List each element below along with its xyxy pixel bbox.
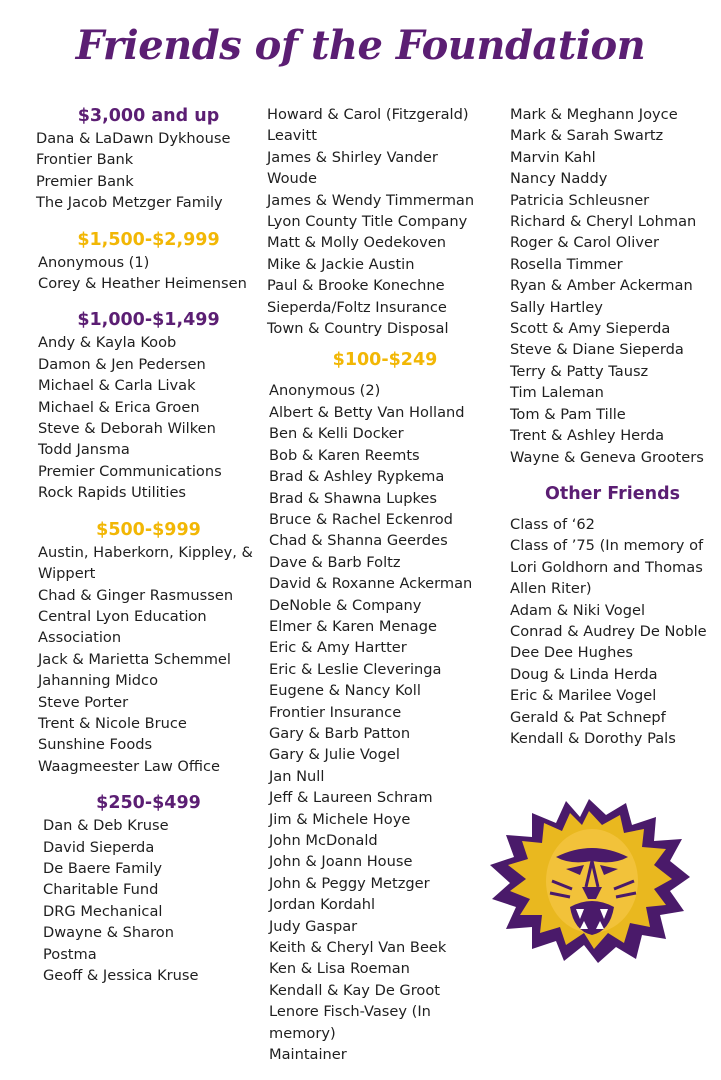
donor-name: Anonymous (1) bbox=[38, 253, 150, 271]
tier-heading-250: $250-$499 bbox=[96, 793, 201, 814]
donor-name: Geoff & Jessica Kruse bbox=[43, 967, 199, 984]
tier-heading-1500: $1,500-$2,999 bbox=[77, 229, 220, 250]
donor-name: Damon & Jen Pedersen bbox=[38, 355, 206, 373]
donor-name: David & Roxanne Ackerman bbox=[269, 575, 473, 593]
donor-name: Anonymous (2) bbox=[269, 382, 381, 400]
donor-name: Class of ‘62 bbox=[510, 515, 595, 533]
tier-heading-500: $500-$999 bbox=[96, 519, 201, 540]
donor-name: Tim Laleman bbox=[510, 384, 604, 402]
donor-name: Todd Jansma bbox=[38, 441, 130, 459]
page-title: Friends of the Foundation bbox=[75, 22, 646, 69]
donor-name: Corey & Heather Heimensen bbox=[38, 275, 247, 293]
donor-name: Maintainer bbox=[269, 1046, 347, 1064]
donor-name: James & Wendy Timmerman bbox=[267, 191, 475, 209]
donor-name: Mike & Jackie Austin bbox=[267, 255, 415, 273]
donor-name: Premier Communications bbox=[38, 462, 222, 480]
donor-name: Howard & Carol (Fitzgerald) Leavitt bbox=[267, 106, 469, 145]
donor-name: Mark & Sarah Swartz bbox=[510, 127, 664, 145]
donor-name: John McDonald bbox=[269, 832, 378, 849]
column-1 bbox=[36, 104, 261, 986]
donor-name: Eric & Amy Hartter bbox=[269, 639, 407, 657]
donor-name: Dwayne & Sharon Postma bbox=[43, 924, 174, 963]
donor-name: Tom & Pam Tille bbox=[510, 405, 626, 423]
donor-name: Ken & Lisa Roeman bbox=[269, 960, 410, 978]
donor-name: Trent & Ashley Herda bbox=[510, 427, 665, 445]
donor-name: Chad & Ginger Rasmussen bbox=[38, 586, 234, 604]
donor-name: Chad & Shanna Geerdes bbox=[269, 532, 448, 550]
donor-name: Sunshine Foods bbox=[38, 736, 153, 754]
donor-list-1500 bbox=[36, 252, 261, 295]
donor-name: John & Peggy Metzger bbox=[269, 874, 430, 892]
donor-name: Dana & LaDawn Dykhouse bbox=[36, 130, 231, 147]
donor-name: Dan & Deb Kruse bbox=[43, 817, 169, 835]
donor-name: Eric & Leslie Cleveringa bbox=[269, 660, 442, 678]
donor-name: Central Lyon Education Association bbox=[38, 607, 207, 647]
donor-name: Town & Country Disposal bbox=[267, 320, 449, 338]
donor-name: Patricia Schleusner bbox=[510, 191, 650, 209]
donor-name: Adam & Niki Vogel bbox=[510, 601, 645, 619]
donor-name: Bob & Karen Reemts bbox=[269, 446, 420, 464]
donor-name: John & Joann House bbox=[269, 853, 413, 871]
donor-name: Jordan Kordahl bbox=[269, 896, 376, 914]
donor-name: Premier Bank bbox=[36, 172, 134, 190]
donor-name: Paul & Brooke Konechne bbox=[267, 277, 445, 295]
donor-name: Scott & Amy Sieperda bbox=[510, 320, 671, 338]
donor-name: Austin, Haberkorn, Kippley, & Wippert bbox=[38, 543, 253, 583]
donor-name: Waagmeester Law Office bbox=[38, 757, 221, 775]
donor-list-250 bbox=[36, 815, 213, 986]
donor-name: Steve & Diane Sieperda bbox=[510, 341, 684, 359]
donor-name: Wayne & Geneva Grooters bbox=[510, 448, 704, 466]
tier-heading-other: Other Friends bbox=[544, 483, 681, 504]
donor-name: Ryan & Amber Ackerman bbox=[510, 277, 693, 295]
donor-name: Dee Dee Hughes bbox=[510, 644, 633, 662]
donor-name: DeNoble & Company bbox=[269, 596, 422, 614]
donor-name: Steve & Deborah Wilken bbox=[38, 420, 216, 438]
donor-name: Gerald & Pat Schnepf bbox=[510, 708, 666, 726]
donor-name: Trent & Nicole Bruce bbox=[38, 714, 187, 732]
donor-name: Sieperda/Foltz Insurance bbox=[267, 298, 447, 316]
donor-name: Elmer & Karen Menage bbox=[269, 617, 437, 635]
donor-name: Frontier Insurance bbox=[269, 703, 402, 721]
donor-name: Albert & Betty Van Holland bbox=[269, 403, 465, 421]
donor-name: Dave & Barb Foltz bbox=[269, 553, 401, 571]
donor-name: Eugene & Nancy Koll bbox=[269, 682, 421, 700]
donor-name: Marvin Kahl bbox=[510, 148, 596, 166]
donor-list-1000 bbox=[36, 332, 261, 503]
donor-name: Michael & Carla Livak bbox=[38, 377, 196, 395]
donor-name: Terry & Patty Tausz bbox=[510, 362, 649, 380]
donor-name: Eric & Marilee Vogel bbox=[510, 687, 657, 705]
donor-name: Jim & Michele Hoye bbox=[269, 810, 411, 828]
donor-name: Rosella Timmer bbox=[510, 255, 623, 273]
donor-name: Brad & Shawna Lupkes bbox=[269, 489, 437, 507]
donor-name: Matt & Molly Oedekoven bbox=[267, 234, 446, 252]
donor-name: Gary & Julie Vogel bbox=[269, 746, 400, 764]
donor-name: Bruce & Rachel Eckenrod bbox=[269, 510, 453, 528]
donor-name: Mark & Meghann Joyce bbox=[510, 106, 678, 123]
column-3 bbox=[510, 104, 715, 749]
donor-name: Lenore Fisch-Vasey (In memory) bbox=[269, 1003, 431, 1042]
donor-name: The Jacob Metzger Family bbox=[36, 194, 223, 212]
donor-name: DRG Mechanical bbox=[43, 902, 163, 920]
donor-name: Jeff & Laureen Schram bbox=[269, 789, 433, 807]
donor-list-100-continued bbox=[510, 104, 715, 468]
donor-name: Jahanning Midco bbox=[38, 672, 159, 690]
donor-name: Frontier Bank bbox=[36, 151, 134, 169]
donor-name: Kendall & Dorothy Pals bbox=[510, 729, 676, 747]
donor-name: Judy Gaspar bbox=[269, 917, 358, 935]
donor-name: Brad & Ashley Rypkema bbox=[269, 468, 445, 486]
tier-heading-100: $100-$249 bbox=[332, 350, 438, 371]
donor-name: Ben & Kelli Docker bbox=[269, 425, 404, 443]
donor-name: Jack & Marietta Schemmel bbox=[38, 650, 231, 668]
donor-name: Gary & Barb Patton bbox=[269, 724, 411, 742]
donor-list-3000 bbox=[36, 128, 261, 214]
tier-heading-1000: $1,000-$1,499 bbox=[77, 310, 220, 331]
donor-name: Class of ’75 (In memory of Lori Goldhorn and Thomas Allen Riter) bbox=[510, 537, 704, 598]
donor-list-100 bbox=[267, 380, 487, 1065]
donor-name: Jan Null bbox=[269, 767, 325, 785]
donor-name: Doug & Linda Herda bbox=[510, 665, 658, 683]
donor-list-250-continued bbox=[267, 104, 492, 339]
donor-list-500 bbox=[36, 542, 261, 777]
donor-name: Steve Porter bbox=[38, 693, 129, 711]
donor-name: Rock Rapids Utilities bbox=[38, 484, 187, 502]
donor-name: De Baere Family Charitable Fund bbox=[43, 859, 163, 899]
donor-name: David Sieperda bbox=[43, 838, 155, 856]
donor-list-other bbox=[510, 514, 715, 749]
donor-name: Michael & Erica Groen bbox=[38, 398, 200, 416]
donor-name: Sally Hartley bbox=[510, 298, 603, 316]
donor-name: Roger & Carol Oliver bbox=[510, 234, 659, 252]
column-2 bbox=[267, 104, 503, 1065]
donor-name: Nancy Naddy bbox=[510, 170, 608, 188]
donor-name: Lyon County Title Company bbox=[267, 213, 468, 231]
donor-name: James & Shirley Vander Woude bbox=[267, 148, 438, 188]
donor-name: Andy & Kayla Koob bbox=[38, 334, 177, 352]
lion-head-icon bbox=[486, 795, 692, 965]
donor-name: Conrad & Audrey De Noble bbox=[510, 622, 707, 640]
tier-heading-3000: $3,000 and up bbox=[77, 106, 220, 126]
donor-name: Keith & Cheryl Van Beek bbox=[269, 939, 447, 957]
donor-name: Richard & Cheryl Lohman bbox=[510, 213, 697, 231]
donor-name: Kendall & Kay De Groot bbox=[269, 981, 440, 999]
